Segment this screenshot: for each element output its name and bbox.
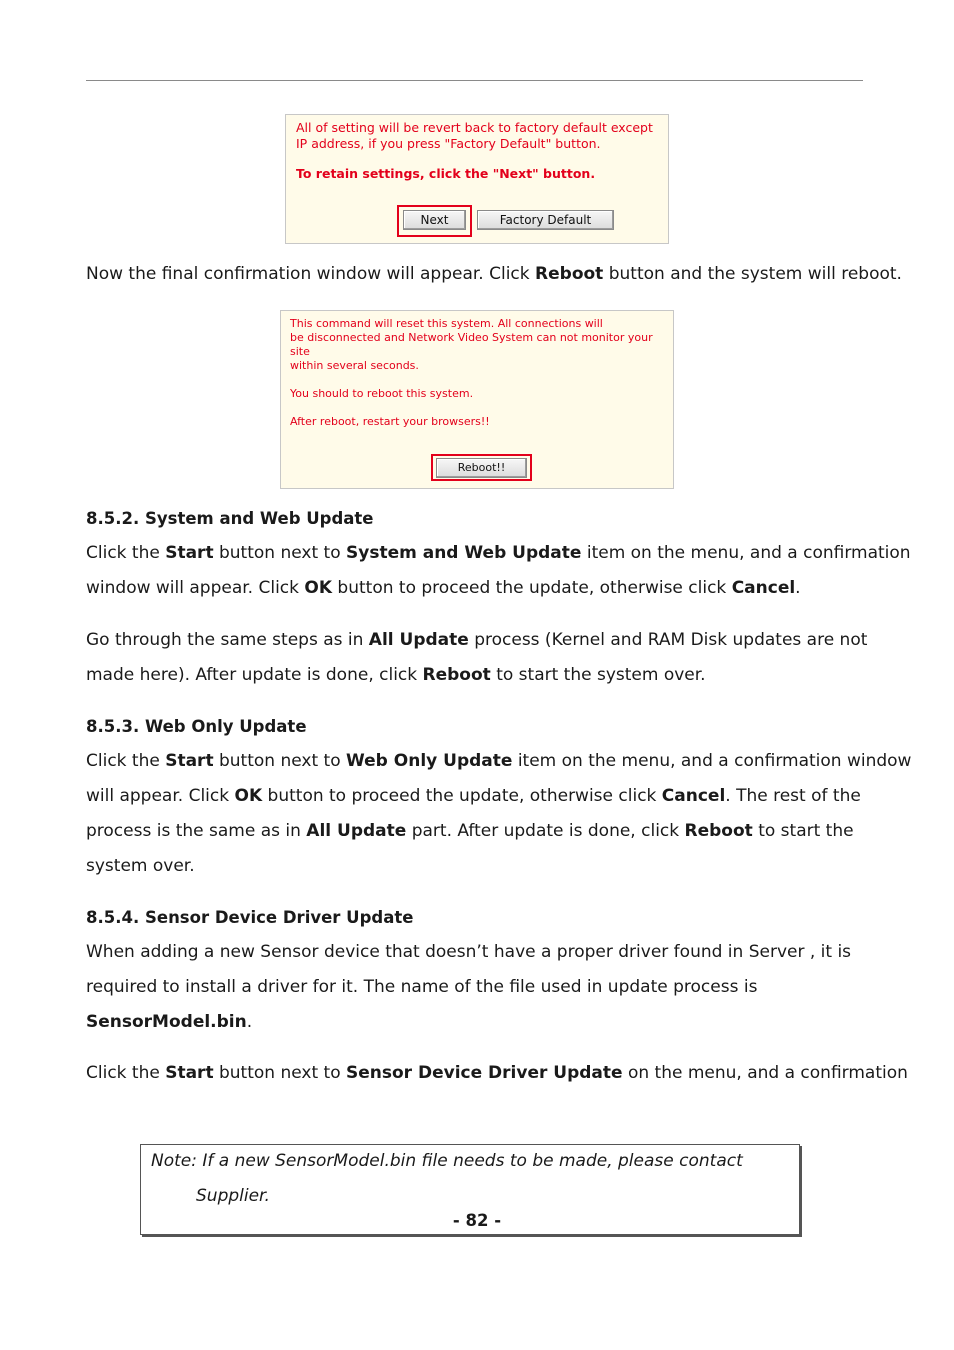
para-854-line3 — [86, 1005, 252, 1040]
para-852-line4 — [86, 658, 706, 693]
text-bold: Start — [165, 751, 214, 771]
dialog-line-2: be disconnected and Network Video System can not monitor your — [290, 331, 653, 344]
para-reboot — [86, 257, 902, 292]
text: Click the — [86, 543, 166, 563]
text-bold: Reboot — [422, 665, 491, 685]
text: . — [246, 1012, 253, 1032]
text: button to proceed the update, otherwise click — [332, 578, 732, 598]
text: made here). After update is done, click — [86, 665, 423, 685]
text-bold: OK — [304, 578, 333, 598]
para-852-line1 — [86, 536, 911, 571]
dialog-line-1: This command will reset this system. All connections will — [290, 317, 603, 330]
para-854-line4 — [86, 1056, 908, 1091]
text: button to proceed the update, otherwise click — [262, 786, 662, 806]
text: button and the system will reboot. — [603, 264, 902, 284]
text: button next to — [213, 1063, 346, 1083]
text-bold: All Update — [306, 821, 407, 841]
para-852-line3 — [86, 623, 867, 658]
text: button next to — [213, 751, 346, 771]
text-bold: Cancel — [661, 786, 726, 806]
text-bold: Reboot — [684, 821, 753, 841]
reboot-button[interactable]: Reboot!! — [436, 458, 527, 478]
para-854-line1: When adding a new Sensor device that doesn’t have a proper driver found in Server , it is — [86, 942, 852, 962]
text: will appear. Click — [86, 786, 235, 806]
text: to start the system over. — [490, 665, 706, 685]
text: on the menu, and a confirmation — [622, 1063, 908, 1083]
text: process (Kernel and RAM Disk updates are not — [468, 630, 868, 650]
page-number: - 82 - — [452, 1211, 502, 1230]
text-bold: Start — [165, 1063, 214, 1083]
dialog-line-5: You should to reboot this system. — [290, 387, 474, 400]
dialog-line-4: within several seconds. — [290, 359, 419, 372]
text: process is the same as in — [86, 821, 307, 841]
dialog-line-2: IP address, if you press "Factory Default" button. — [296, 136, 601, 151]
text: Now the final confirmation window will appear. Click — [86, 264, 536, 284]
text: item on the menu, and a confirmation — [581, 543, 911, 563]
para-853-line1 — [86, 744, 911, 779]
text-bold: Reboot — [535, 264, 604, 284]
text: Click the — [86, 1063, 166, 1083]
text: Go through the same steps as in — [86, 630, 369, 650]
text: . — [795, 578, 801, 598]
text-bold: OK — [234, 786, 263, 806]
text: part. After update is done, click — [406, 821, 685, 841]
dialog-line-1: All of setting will be revert back to factory default except — [296, 120, 653, 135]
text: Click the — [86, 751, 166, 771]
para-854-line2: required to install a driver for it. The name of the file used in update process is — [86, 977, 758, 997]
note-line-1: Note: If a new SensorModel.bin file needs to be made, please contact — [151, 1151, 743, 1171]
text: . The rest of the — [725, 786, 861, 806]
text: window will appear. Click — [86, 578, 305, 598]
text: item on the menu, and a confirmation window — [512, 751, 912, 771]
next-button[interactable]: Next — [403, 210, 466, 230]
section-heading-854: 8.5.4. Sensor Device Driver Update — [86, 908, 414, 927]
text-bold: Sensor Device Driver Update — [346, 1063, 623, 1083]
text-bold: Web Only Update — [346, 751, 513, 771]
factory-default-button[interactable]: Factory Default — [477, 210, 614, 230]
text-bold: All Update — [368, 630, 469, 650]
dialog-line-6: After reboot, restart your browsers!! — [290, 415, 490, 428]
para-853-line2 — [86, 779, 861, 814]
section-heading-852: 8.5.2. System and Web Update — [86, 509, 374, 528]
header-rule — [86, 80, 863, 81]
text-bold: SensorModel.bin — [86, 1012, 247, 1032]
text: button next to — [213, 543, 346, 563]
dialog-line-3: site — [290, 345, 310, 358]
text: to start the — [752, 821, 854, 841]
factory-default-dialog — [285, 114, 669, 244]
text-bold: System and Web Update — [346, 543, 582, 563]
text-bold: Cancel — [731, 578, 796, 598]
section-heading-853: 8.5.3. Web Only Update — [86, 717, 307, 736]
para-853-line3 — [86, 814, 854, 849]
reboot-dialog — [280, 310, 674, 489]
para-852-line2 — [86, 571, 801, 606]
para-853-line4: system over. — [86, 856, 195, 876]
text-bold: Start — [165, 543, 214, 563]
note-line-2: Supplier. — [196, 1186, 270, 1206]
dialog-line-3: To retain settings, click the "Next" button. — [296, 166, 596, 181]
